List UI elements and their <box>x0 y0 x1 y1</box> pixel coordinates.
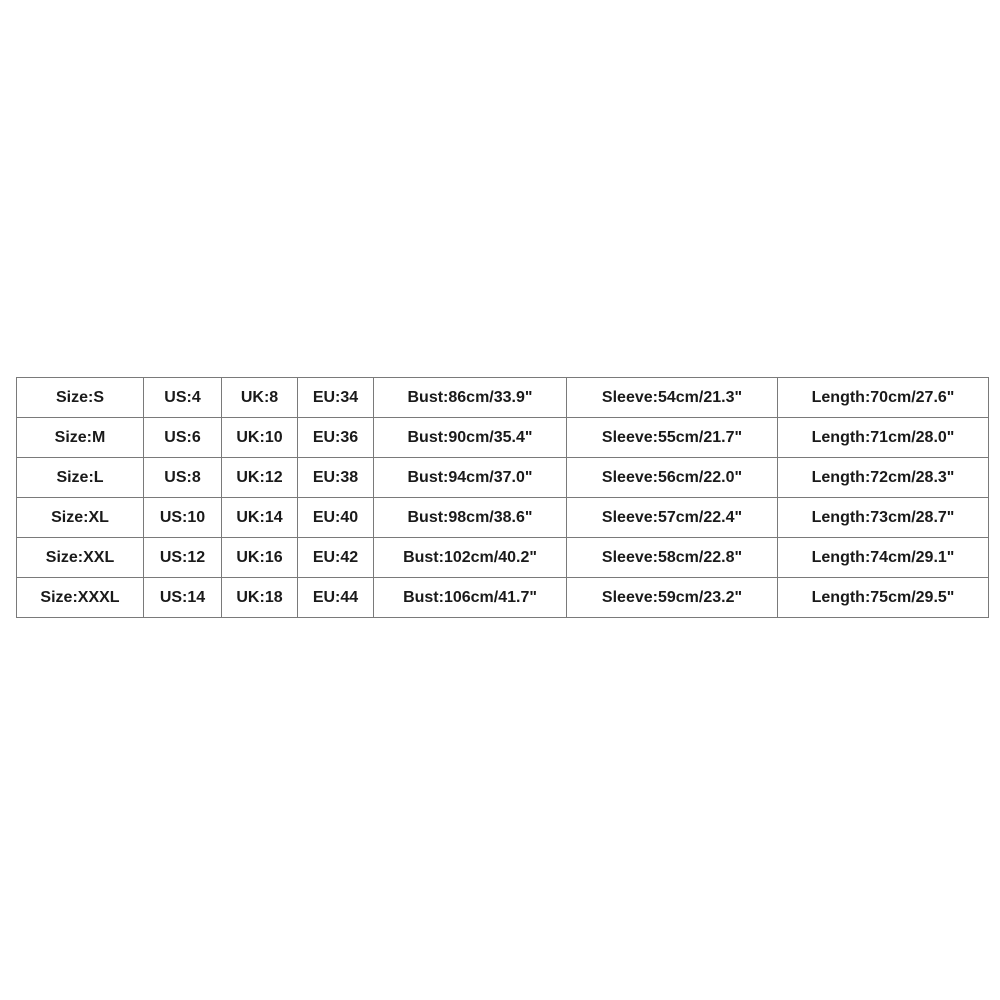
size-cell: Size:XXXL <box>17 578 144 618</box>
table-row <box>17 378 989 418</box>
sleeve-cell: Sleeve:55cm/21.7" <box>567 418 778 458</box>
uk-size-cell: UK:10 <box>222 418 298 458</box>
uk-size-cell: UK:14 <box>222 498 298 538</box>
length-cell: Length:70cm/27.6" <box>778 378 989 418</box>
table-row <box>17 578 989 618</box>
eu-size-cell: EU:40 <box>298 498 374 538</box>
us-size-cell: US:6 <box>144 418 222 458</box>
sleeve-cell: Sleeve:59cm/23.2" <box>567 578 778 618</box>
size-cell: Size:S <box>17 378 144 418</box>
us-size-cell: US:10 <box>144 498 222 538</box>
length-cell: Length:73cm/28.7" <box>778 498 989 538</box>
length-cell: Length:74cm/29.1" <box>778 538 989 578</box>
length-cell: Length:71cm/28.0" <box>778 418 989 458</box>
table-row <box>17 498 989 538</box>
us-size-cell: US:14 <box>144 578 222 618</box>
uk-size-cell: UK:12 <box>222 458 298 498</box>
size-cell: Size:XXL <box>17 538 144 578</box>
us-size-cell: US:12 <box>144 538 222 578</box>
bust-cell: Bust:94cm/37.0" <box>374 458 567 498</box>
length-cell: Length:75cm/29.5" <box>778 578 989 618</box>
bust-cell: Bust:102cm/40.2" <box>374 538 567 578</box>
eu-size-cell: EU:42 <box>298 538 374 578</box>
us-size-cell: US:4 <box>144 378 222 418</box>
bust-cell: Bust:98cm/38.6" <box>374 498 567 538</box>
bust-cell: Bust:106cm/41.7" <box>374 578 567 618</box>
length-cell: Length:72cm/28.3" <box>778 458 989 498</box>
sleeve-cell: Sleeve:54cm/21.3" <box>567 378 778 418</box>
bust-cell: Bust:90cm/35.4" <box>374 418 567 458</box>
table-row <box>17 458 989 498</box>
us-size-cell: US:8 <box>144 458 222 498</box>
uk-size-cell: UK:8 <box>222 378 298 418</box>
uk-size-cell: UK:18 <box>222 578 298 618</box>
size-chart-table <box>16 377 989 618</box>
uk-size-cell: UK:16 <box>222 538 298 578</box>
bust-cell: Bust:86cm/33.9" <box>374 378 567 418</box>
table-row <box>17 418 989 458</box>
size-cell: Size:L <box>17 458 144 498</box>
size-cell: Size:M <box>17 418 144 458</box>
sleeve-cell: Sleeve:58cm/22.8" <box>567 538 778 578</box>
eu-size-cell: EU:38 <box>298 458 374 498</box>
eu-size-cell: EU:44 <box>298 578 374 618</box>
table-row <box>17 538 989 578</box>
eu-size-cell: EU:34 <box>298 378 374 418</box>
size-cell: Size:XL <box>17 498 144 538</box>
eu-size-cell: EU:36 <box>298 418 374 458</box>
sleeve-cell: Sleeve:57cm/22.4" <box>567 498 778 538</box>
sleeve-cell: Sleeve:56cm/22.0" <box>567 458 778 498</box>
